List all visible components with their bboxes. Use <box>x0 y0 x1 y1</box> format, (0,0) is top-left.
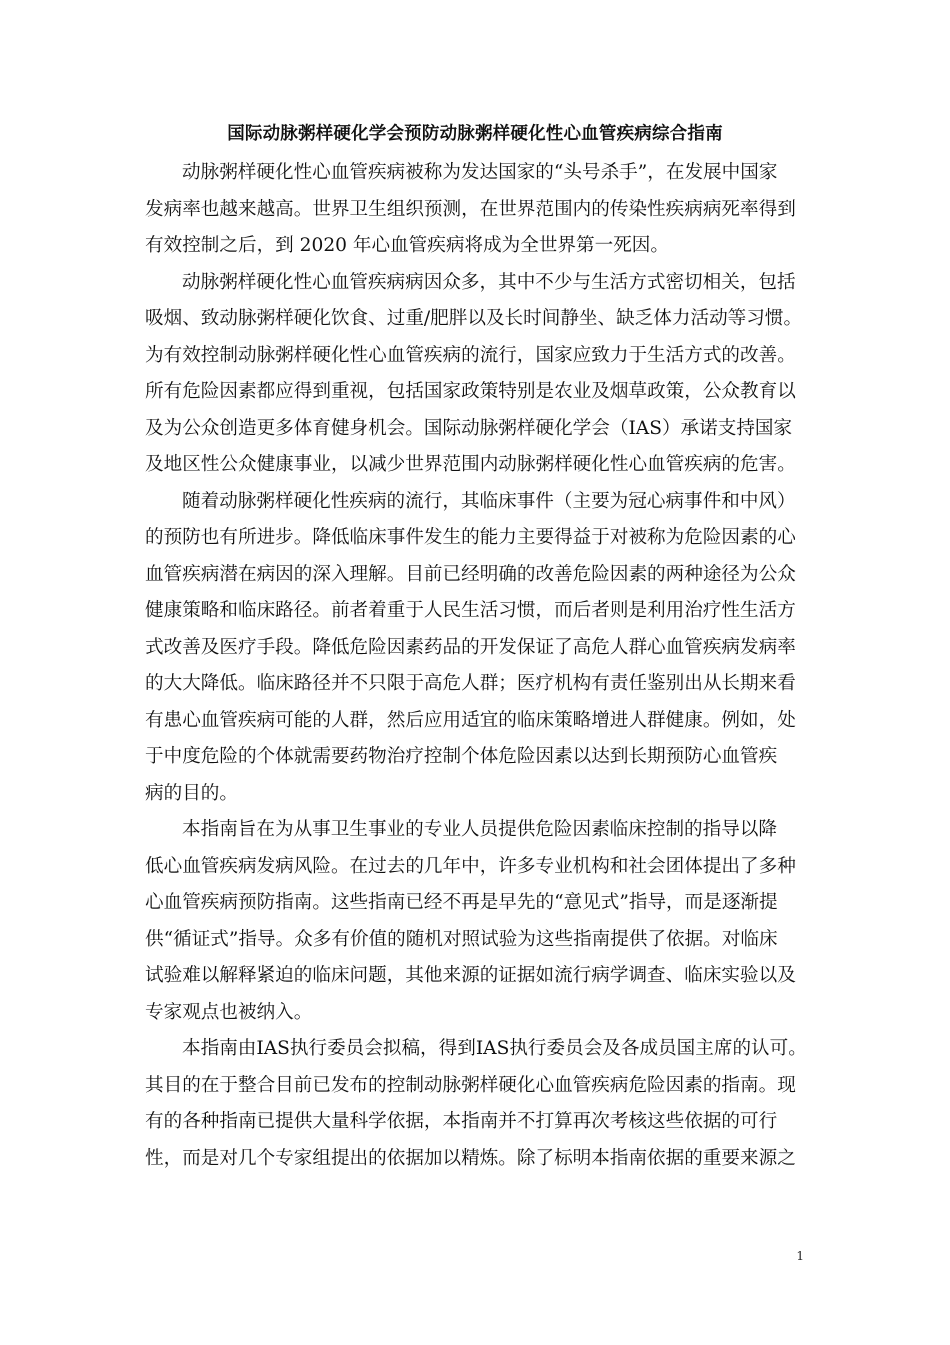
text-line: 及为公众创造更多体育健身机会。国际动脉粥样硬化学会（IAS）承诺支持国家 <box>145 417 793 439</box>
text-line: 有效控制之后，到 2020 年心血管疾病将成为全世界第一死因。 <box>145 235 669 256</box>
paragraph <box>145 1031 807 1177</box>
text-line: 式改善及医疗手段。降低危险因素药品的开发保证了高危人群心血管疾病发病率 <box>145 636 796 658</box>
text-line: 病的目的。 <box>145 782 238 804</box>
text-line: 本指南旨在为从事卫生事业的专业人员提供危险因素临床控制的指导以降 <box>182 819 778 840</box>
text-line: 其目的在于整合目前已发布的控制动脉粥样硬化心血管疾病危险因素的指南。现 <box>145 1074 796 1096</box>
text-line: 性，而是对几个专家组提出的依据加以精炼。除了标明本指南依据的重要来源之 <box>145 1147 796 1169</box>
text-line: 血管疾病潜在病因的深入理解。目前已经明确的改善危险因素的两种途径为公众 <box>145 563 796 585</box>
paragraph <box>145 812 807 1031</box>
text-line: 供“循证式”指导。众多有价值的随机对照试验为这些指南提供了依据。对临床 <box>145 928 778 950</box>
text-line: 低心血管疾病发病风险。在过去的几年中，许多专业机构和社会团体提出了多种 <box>145 855 796 877</box>
text-line: 吸烟、致动脉粥样硬化饮食、过重/肥胖以及长时间静坐、缺乏体力活动等习惯。 <box>145 308 803 329</box>
text-line: 于中度危险的个体就需要药物治疗控制个体危险因素以达到长期预防心血管疾 <box>145 746 778 767</box>
text-line: 心血管疾病预防指南。这些指南已经不再是早先的“意见式”指导，而是逐渐提 <box>145 892 778 913</box>
document-body <box>145 155 807 1177</box>
paragraph <box>145 265 807 484</box>
text-line: 动脉粥样硬化性心血管疾病病因众多，其中不少与生活方式密切相关，包括 <box>182 271 796 293</box>
document-title: 国际动脉粥样硬化学会预防动脉粥样硬化性心血管疾病综合指南 <box>227 124 723 144</box>
text-line: 发病率也越来越高。世界卫生组织预测，在世界范围内的传染性疾病病死率得到 <box>145 198 796 220</box>
text-line: 及地区性公众健康事业，以减少世界范围内动脉粥样硬化性心血管疾病的危害。 <box>145 454 796 475</box>
text-line: 试验难以解释紧迫的临床问题，其他来源的证据如流行病学调查、临床实验以及 <box>145 965 796 986</box>
text-line: 所有危险因素都应得到重视，包括国家政策特别是农业及烟草政策，公众教育以 <box>145 381 796 402</box>
text-line: 为有效控制动脉粥样硬化性心血管疾病的流行，国家应致力于生活方式的改善。 <box>145 344 796 366</box>
text-line: 有的各种指南已提供大量科学依据，本指南并不打算再次考核这些依据的可行 <box>145 1111 778 1132</box>
paragraph <box>145 155 807 265</box>
text-line: 健康策略和临床路径。前者着重于人民生活习惯，而后者则是利用治疗性生活方 <box>145 600 796 621</box>
text-line: 专家观点也被纳入。 <box>145 1001 313 1023</box>
text-line: 动脉粥样硬化性心血管疾病被称为发达国家的“头号杀手”，在发展中国家 <box>182 162 778 183</box>
text-line: 的预防也有所进步。降低临床事件发生的能力主要得益于对被称为危险因素的心 <box>145 527 796 548</box>
text-line: 本指南由IAS执行委员会拟稿，得到IAS执行委员会及各成员国主席的认可。 <box>182 1038 807 1059</box>
paragraph <box>145 484 807 813</box>
page-number: 1 <box>796 1249 804 1263</box>
text-line: 有患心血管疾病可能的人群，然后应用适宜的临床策略增进人群健康。例如，处 <box>145 709 796 731</box>
text-line: 随着动脉粥样硬化性疾病的流行，其临床事件（主要为冠心病事件和中风） <box>182 490 796 512</box>
text-line: 的大大降低。临床路径并不只限于高危人群；医疗机构有责任鉴别出从长期来看 <box>145 673 796 694</box>
